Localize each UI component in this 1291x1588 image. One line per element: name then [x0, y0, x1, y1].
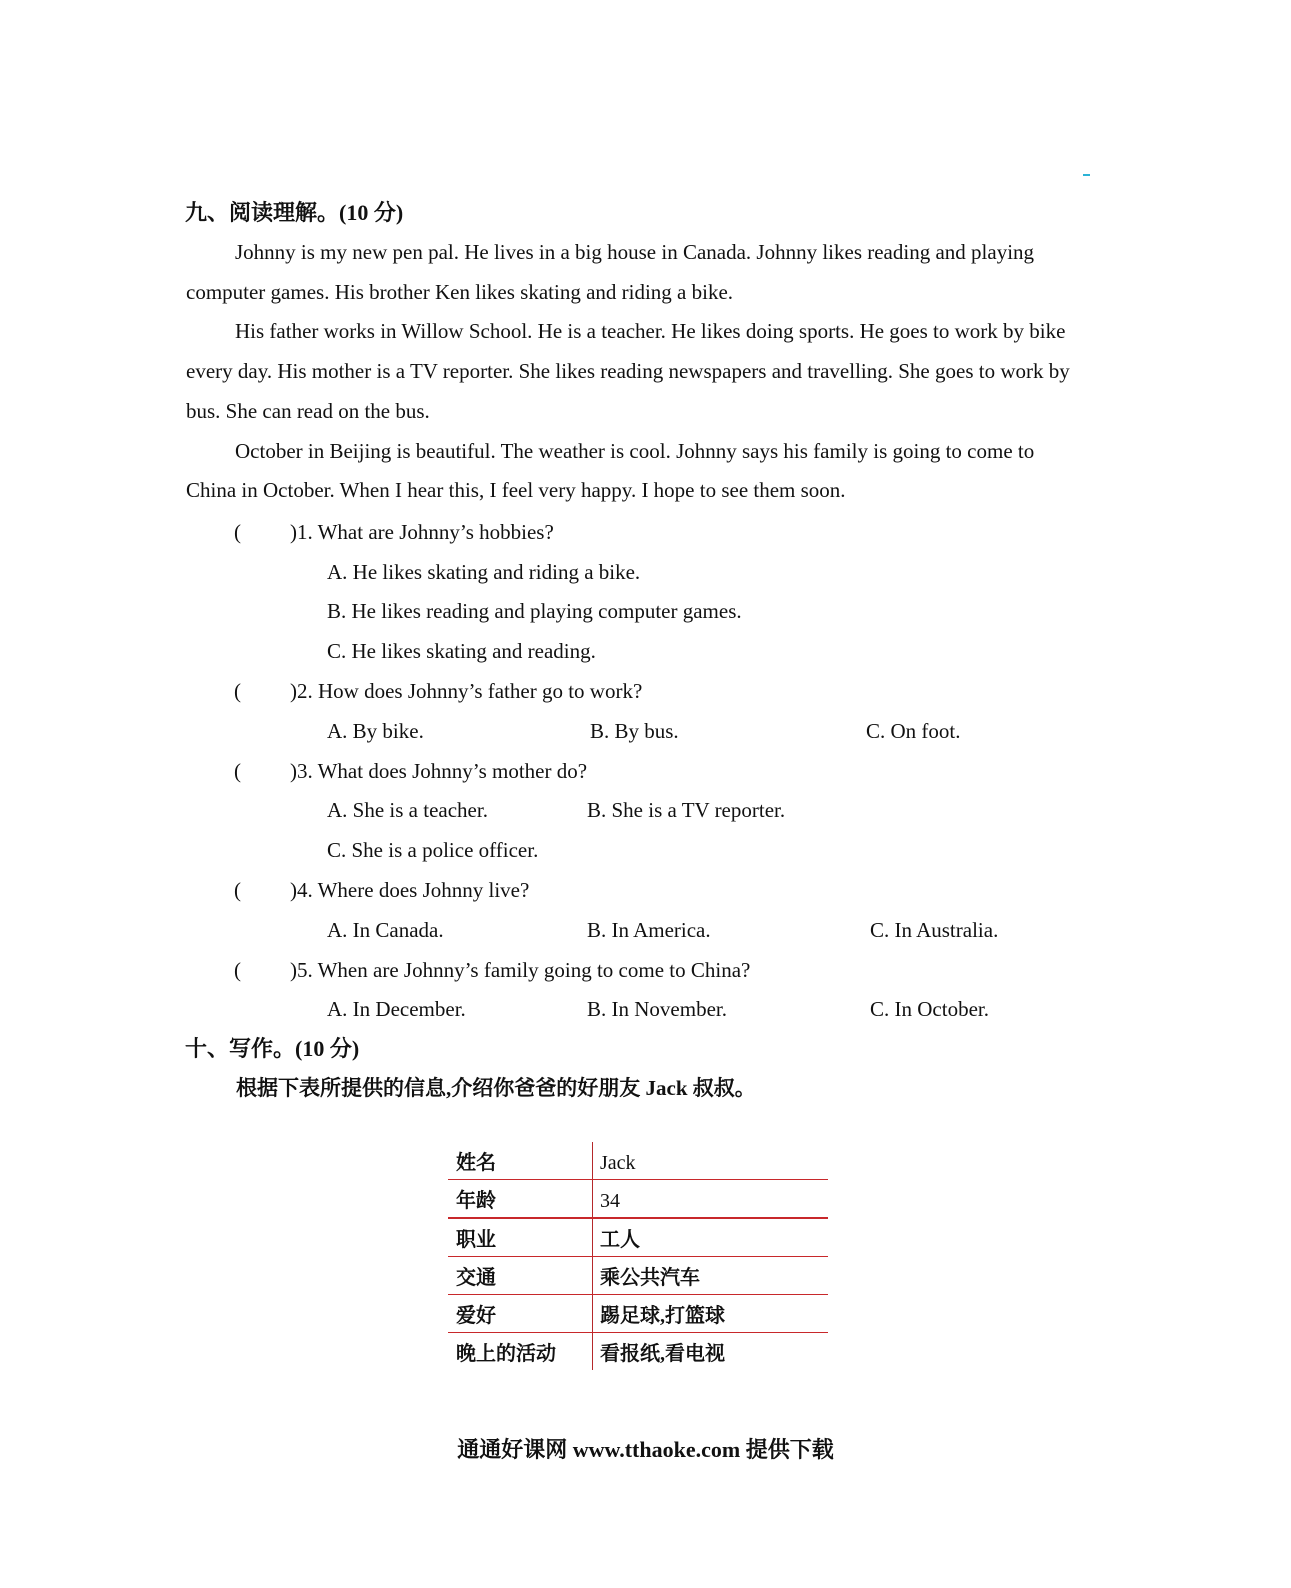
option-1a: A. He likes skating and riding a bike.	[327, 560, 641, 584]
table-key: 年龄	[448, 1180, 593, 1219]
passage-paragraph-3: October in Beijing is beautiful. The weather is cool. Johnny says his family is going to come to China in October. When I hear this, I feel very happy. I hope to see them soon.	[186, 438, 1035, 503]
question-stem: )5. When are Johnny’s family going to come to China?	[290, 958, 751, 982]
table-value: 工人	[593, 1218, 829, 1257]
passage-paragraph-2: His father works in Willow School. He is a teacher. He likes doing sports. He goes to work by bike every day. His mother is a TV reporter. She likes reading newspapers and travelling. She goes to work by bus. She can read on the bus.	[186, 319, 1070, 423]
reading-passage	[186, 233, 1086, 511]
option-4b: B. In America.	[587, 918, 711, 942]
table-row	[448, 1142, 828, 1180]
question-2	[234, 676, 642, 706]
option-2b: B. By bus.	[590, 719, 679, 743]
table-value: Jack	[593, 1142, 829, 1180]
table-row	[448, 1257, 828, 1295]
option-5c: C. In October.	[870, 997, 989, 1021]
option-3b: B. She is a TV reporter.	[587, 798, 786, 822]
option-3c: C. She is a police officer.	[327, 838, 539, 862]
decorative-dash	[1083, 174, 1090, 176]
table-value: 踢足球,打篮球	[593, 1295, 829, 1333]
question-3	[234, 756, 587, 786]
option-3a: A. She is a teacher.	[327, 798, 488, 822]
table-key: 晚上的活动	[448, 1333, 593, 1371]
table-row	[448, 1333, 828, 1371]
table-row	[448, 1218, 828, 1257]
answer-blank[interactable]: (	[234, 878, 241, 902]
footer-watermark: 通通好课网 www.tthaoke.com 提供下载	[457, 1437, 834, 1462]
table-row	[448, 1295, 828, 1333]
question-stem: )1. What are Johnny’s hobbies?	[290, 520, 554, 544]
writing-instruction: 根据下表所提供的信息,介绍你爸爸的好朋友 Jack 叔叔。	[236, 1076, 756, 1100]
option-4a: A. In Canada.	[327, 918, 444, 942]
table-row	[448, 1180, 828, 1219]
option-2a: A. By bike.	[327, 719, 424, 743]
question-5	[234, 955, 750, 985]
table-value: 看报纸,看电视	[600, 1343, 725, 1365]
info-table	[448, 1142, 828, 1370]
question-1	[234, 517, 554, 547]
question-stem: )2. How does Johnny’s father go to work?	[290, 679, 643, 703]
answer-blank[interactable]: (	[234, 520, 241, 544]
option-5b: B. In November.	[587, 997, 727, 1021]
option-4c: C. In Australia.	[870, 918, 999, 942]
table-key: 职业	[448, 1218, 593, 1257]
table-value: 乘公共汽车	[593, 1257, 829, 1295]
answer-blank[interactable]: (	[234, 759, 241, 783]
table-key: 交通	[448, 1257, 593, 1295]
question-4	[234, 875, 529, 905]
option-1b: B. He likes reading and playing computer games.	[327, 599, 742, 623]
question-stem: )3. What does Johnny’s mother do?	[290, 759, 588, 783]
table-value: 34	[593, 1180, 829, 1219]
section-10-title: 十、写作。(10 分)	[185, 1036, 360, 1061]
option-1c: C. He likes skating and reading.	[327, 639, 596, 663]
option-2c: C. On foot.	[866, 719, 961, 743]
section-9-title: 九、阅读理解。(10 分)	[185, 200, 404, 225]
answer-blank[interactable]: (	[234, 679, 241, 703]
question-stem: )4. Where does Johnny live?	[290, 878, 530, 902]
passage-paragraph-1: Johnny is my new pen pal. He lives in a big house in Canada. Johnny likes reading and playing computer games. His brother Ken likes skating and riding a bike.	[186, 240, 1035, 304]
table-key: 爱好	[448, 1295, 593, 1333]
option-5a: A. In December.	[327, 997, 466, 1021]
table-key: 姓名	[448, 1142, 593, 1180]
answer-blank[interactable]: (	[234, 958, 241, 982]
